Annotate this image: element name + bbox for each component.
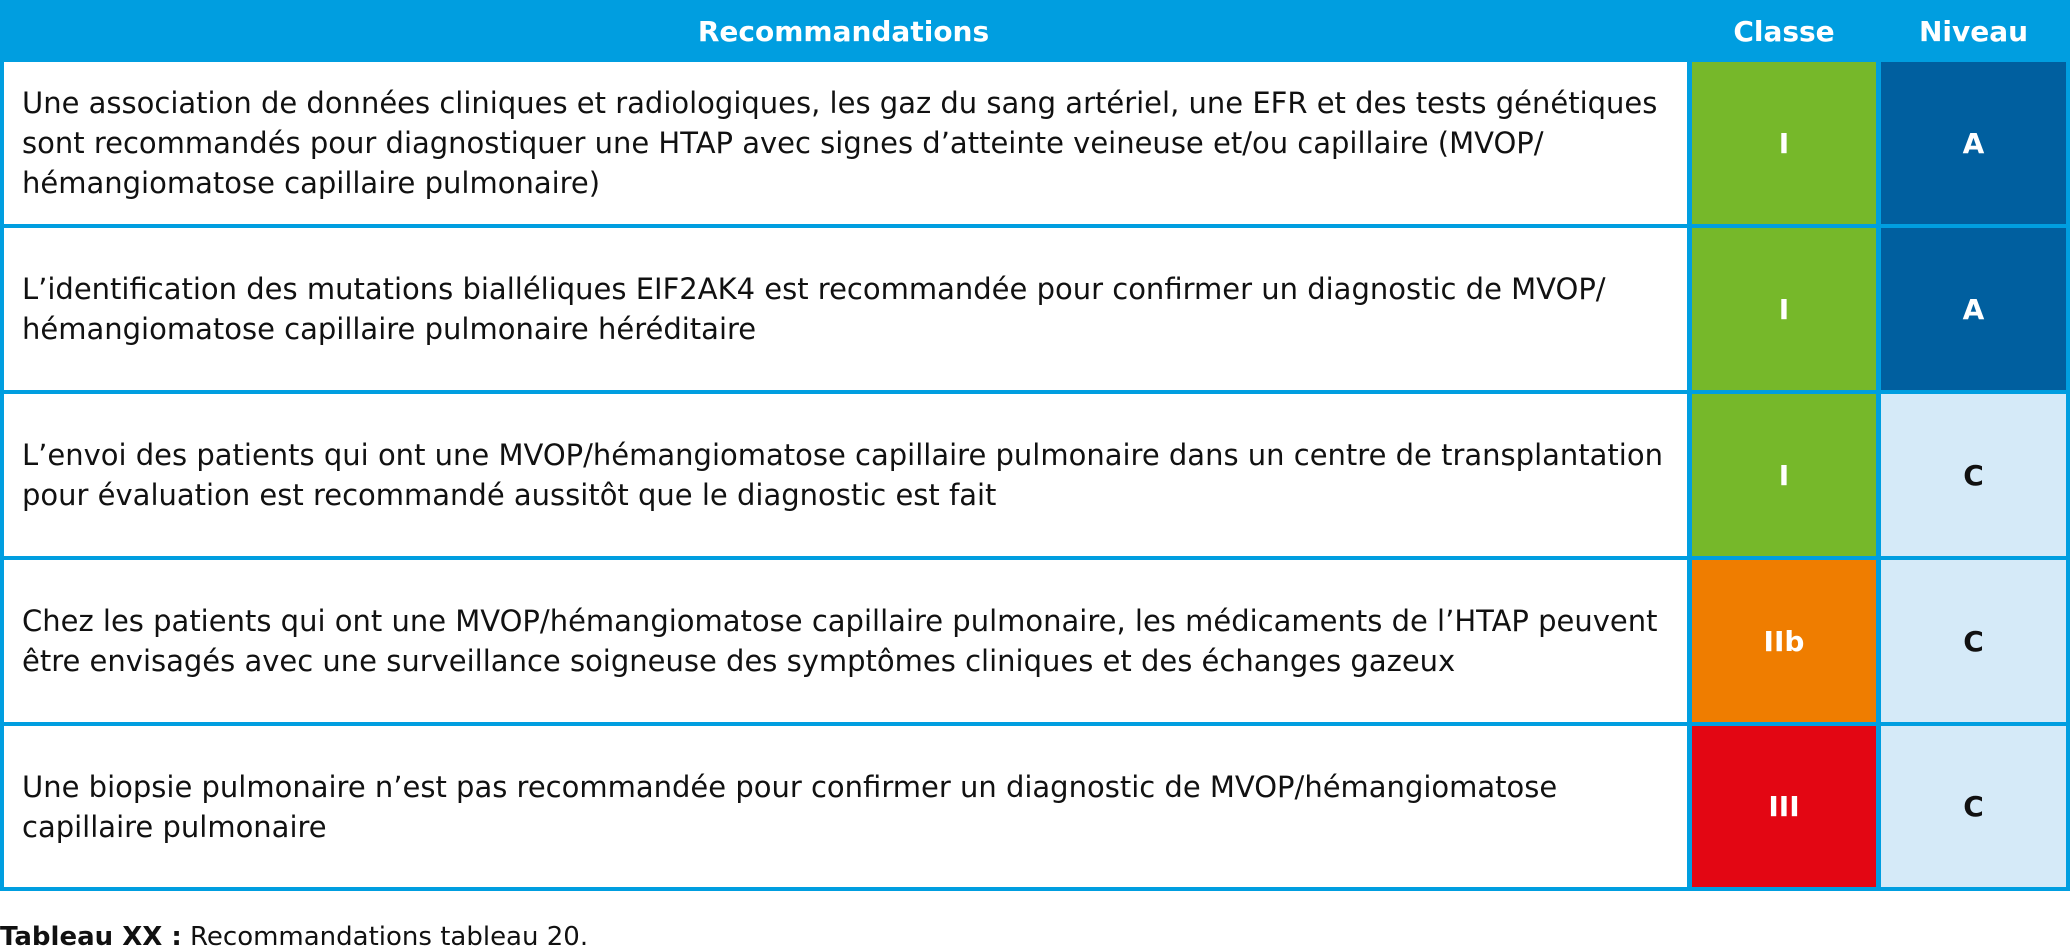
row-3-level-badge: C: [1881, 394, 2066, 556]
row-3-recommendation: L’envoi des patients qui ont une MVOP/hémangiomatose capillaire pulmonaire dans un centre de transplantation pour évaluation est recommandé aussitôt que le diagnostic est fait: [4, 394, 1687, 556]
row-5-level-badge: C: [1881, 726, 2066, 887]
row-1-level-badge: A: [1881, 62, 2066, 224]
row-4-level-badge: C: [1881, 560, 2066, 722]
row-5-recommendation: Une biopsie pulmonaire n’est pas recommandée pour confirmer un diagnostic de MVOP/hémangiomatose capillaire pulmonaire: [4, 726, 1687, 887]
row-2-recommendation: L’identification des mutations bialléliques EIF2AK4 est recommandée pour confirmer un diagnostic de MVOP/ hémangiomatose capillaire pulmonaire héréditaire: [4, 228, 1687, 390]
row-2-class-badge: I: [1692, 228, 1876, 390]
row-4-recommendation: Chez les patients qui ont une MVOP/hémangiomatose capillaire pulmonaire, les médicaments de l’HTAP peuvent être envisagés avec une surveillance soigneuse des symptômes cliniques et des échanges gazeux: [4, 560, 1687, 722]
row-2-level-badge: A: [1881, 228, 2066, 390]
header-recommendations: Recommandations: [697, 14, 990, 48]
header-level: Niveau: [1918, 14, 2029, 48]
row-4-class-badge: IIb: [1692, 560, 1876, 722]
row-1-class-badge: I: [1692, 62, 1876, 224]
row-1-recommendation: Une association de données cliniques et radiologiques, les gaz du sang artériel, une EFR et des tests génétiques sont recommandés pour diagnostiquer une HTAP avec signes d’atteinte veineuse et/ou capillaire (MVOP/ hémangiomatose capillaire pulmonaire): [4, 62, 1687, 224]
caption-text: Recommandations tableau 20.: [181, 922, 589, 952]
header-class: Classe: [1733, 14, 1835, 48]
caption-label: Tableau XX :: [0, 922, 182, 952]
row-3-class-badge: I: [1692, 394, 1876, 556]
row-5-class-badge: III: [1692, 726, 1876, 887]
table-caption: [0, 922, 588, 952]
